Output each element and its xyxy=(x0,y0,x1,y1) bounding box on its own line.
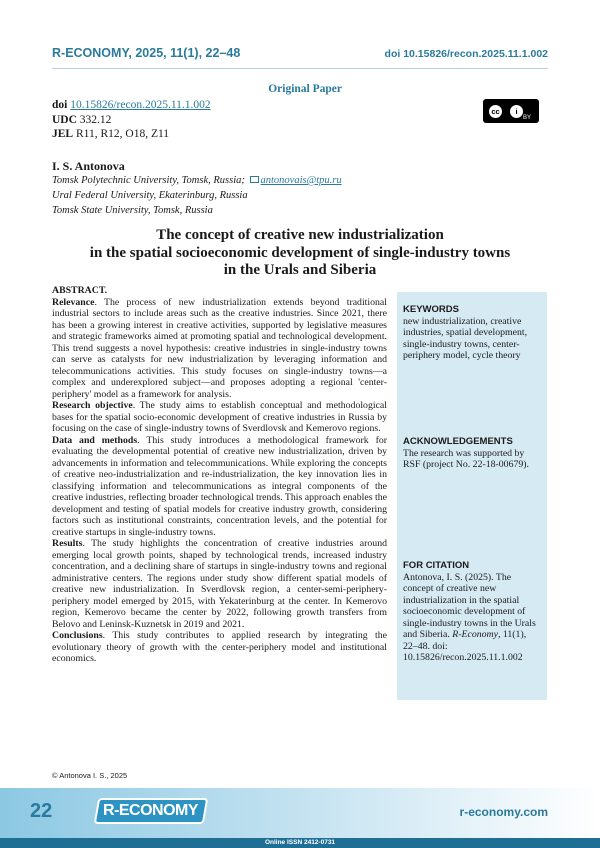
citation-text xyxy=(403,572,541,664)
issn-text: Online ISSN 2412-0731 xyxy=(264,839,336,846)
jel-value: R11, R12, O18, Z11 xyxy=(75,128,170,140)
article-meta xyxy=(52,98,211,142)
title-line-3: in the Urals and Siberia xyxy=(223,262,377,278)
abstract-results xyxy=(52,538,387,630)
header-divider xyxy=(52,68,548,69)
mail-icon xyxy=(250,176,259,183)
abstract-methods xyxy=(52,435,387,539)
cc-icon: cc xyxy=(487,103,504,120)
results-label: Results xyxy=(52,538,83,549)
header-doi: doi 10.15826/recon.2025.11.1.002 xyxy=(384,48,548,60)
journal-logo[interactable] xyxy=(94,798,209,824)
author-email-link[interactable]: antonovais@tpu.ru xyxy=(260,175,342,186)
doi-label: doi xyxy=(52,99,68,111)
abstract-objective xyxy=(52,400,387,435)
methods-label: Data and methods xyxy=(52,434,138,446)
abstract-heading: ABSTRACT. xyxy=(52,285,108,296)
page-number: 22 xyxy=(30,800,53,822)
udc-line xyxy=(52,113,211,128)
relevance-text: . The process of new industrialization extends beyond traditional industrial sectors to include areas such as the creative industries. Since 2021, there has been a growing interest in creative activities, supported by legislative measures and strategic frameworks aimed at promoting spatial and technological development. This trend suggests a novel hypothesis: creative industries in single-industry towns can serve as catalysts for new industrialization by leveraging information and telecommunications activities. This study focuses on single-industry towns—a complex and underexplored subject—and proposes adopting a regional 'center-periphery' model as a framework for analysis. xyxy=(52,296,387,400)
doi-line xyxy=(52,98,211,113)
affiliation-1-text: Tomsk Polytechnic University, Tomsk, Russia; xyxy=(52,175,245,186)
citation-journal: R-Economy xyxy=(452,629,498,640)
acknowledgements-heading: ACKNOWLEDGEMENTS xyxy=(403,436,513,447)
citation-pre: Antonova, I. S. (2025). The concept of creative new industrialization in the spatial socioeconomic development of single-industry towns in the Urals and Siberia. xyxy=(403,571,536,640)
relevance-label: Relevance xyxy=(52,296,95,308)
abstract-relevance xyxy=(52,297,387,401)
running-header xyxy=(52,46,548,60)
results-text: . The study highlights the concentration of creative industries around emerging local growth points, shaped by technological trends, increased industry concentration, and a declining share of startups in single-industry towns and regional administrative centers. The regions under study show different spatial models of creative new industrialization. In Sverdlovsk region, a center-semi-periphery-periphery model emerged by 2015, with Yekaterinburg at the center. In Kemerovo region, Kemerovo became the center by 2022, following growth transfers from Belovo and Leninsk-Kuznetsk in 2019 and 2021. xyxy=(52,538,387,630)
keywords-text: new industrialization, creative industries, spatial development, single-industry towns, center-periphery model, cycle theory xyxy=(403,315,528,361)
affiliation-2: Ural Federal University, Ekaterinburg, Russia xyxy=(52,190,248,201)
keywords-block xyxy=(403,304,541,362)
cc-by-license-icon[interactable] xyxy=(483,99,539,123)
title-line-1: The concept of creative new industrialization xyxy=(156,227,444,243)
info-sidebar xyxy=(397,292,547,700)
affiliation-1 xyxy=(52,173,342,188)
objective-text: . The study aims to establish conceptual and methodological bases for the spatial socio-economic development of creative industries in Russia by focusing on the case of single-industry towns of Sverdlovsk and Kemerovo regions. xyxy=(52,400,387,434)
jel-line xyxy=(52,127,211,142)
citation-heading: FOR CITATION xyxy=(403,560,470,571)
jel-label: JEL xyxy=(52,128,74,140)
author-name: I. S. Antonova xyxy=(52,159,125,173)
title-line-2: in the spatial socioeconomic development of single-industry towns xyxy=(89,244,511,261)
website-link[interactable]: r-economy.com xyxy=(459,805,548,819)
udc-label: UDC xyxy=(52,113,77,126)
objective-label: Research objective xyxy=(52,400,133,411)
acknowledgements-block xyxy=(403,436,541,471)
abstract-conclusions xyxy=(52,630,387,665)
citation-block xyxy=(403,560,541,664)
article-title xyxy=(52,227,548,280)
paper-type: Original Paper xyxy=(268,83,342,95)
attribution-icon: i xyxy=(508,103,525,120)
by-label: BY xyxy=(522,115,531,121)
keywords-heading: KEYWORDS xyxy=(403,304,459,315)
affiliation-3: Tomsk State University, Tomsk, Russia xyxy=(52,205,213,216)
citation-post: , 11(1), 22–48. doi: 10.15826/recon.2025.11.1.002 xyxy=(403,629,527,663)
conclusions-label: Conclusions xyxy=(52,630,103,641)
udc-value: 332.12 xyxy=(79,113,112,126)
author-affiliations xyxy=(52,173,342,218)
journal-reference: R-ECONOMY, 2025, 11(1), 22–48 xyxy=(52,46,241,60)
copyright-notice: © Antonova I. S., 2025 xyxy=(52,771,128,780)
logo-text: R-ECONOMY xyxy=(103,802,199,819)
acknowledgements-text: The research was supported by RSF (project No. 22-18-00679). xyxy=(403,447,529,470)
conclusions-text: . This study contributes to applied research by integrating the evolutionary theory of growth with the center-periphery model and institutional economics. xyxy=(52,630,387,664)
methods-text: . This study introduces a methodological framework for evaluating the developmental potential of creative new industrialization, driven by advancements in information and telecommunications. While exploring the concepts of creative neo-industrialization and re-industrialization, the key innovation lies in classifying information and telecommunications as integral components of the creative industries, reflecting broader technological trends. This approach enables the development and testing of spatial models for creative industry growth, considering factors such as institutional constraints, concentration levels, and the potential for creative startups in single-industry towns. xyxy=(52,434,387,538)
abstract xyxy=(52,285,387,665)
doi-link[interactable]: 10.15826/recon.2025.11.1.002 xyxy=(70,99,211,111)
